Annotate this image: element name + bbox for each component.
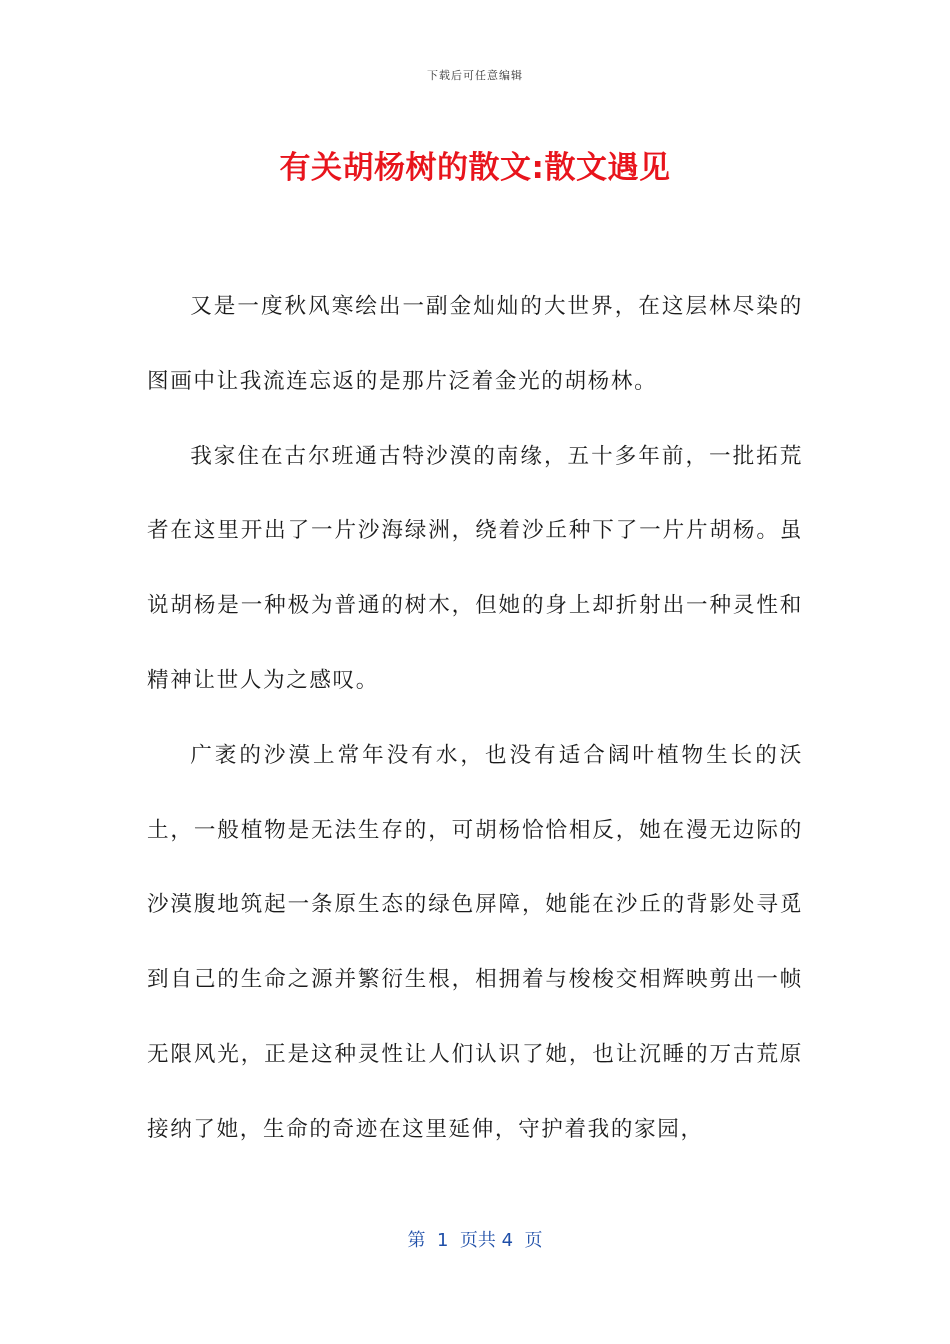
paragraph: 又是一度秋风寒绘出一副金灿灿的大世界，在这层林尽染的图画中让我流连忘返的是那片泛着金光的胡杨林。 (147, 294, 803, 394)
paragraph: 我家住在古尔班通古特沙漠的南缘，五十多年前，一批拓荒者在这里开出了一片沙海绿洲，绕着沙丘种下了一片片胡杨。虽说胡杨是一种极为普通的树木，但她的身上却折射出一种灵性和精神让世人为之感叹。 (147, 443, 803, 693)
header-note: 下载后可任意编辑 (427, 69, 523, 82)
paragraph: 广袤的沙漠上常年没有水，也没有适合阔叶植物生长的沃土，一般植物是无法生存的，可胡杨恰恰相反，她在漫无边际的沙漠腹地筑起一条原生态的绿色屏障，她能在沙丘的背影处寻觅到自己的生命之源并繁衍生根，相拥着与梭梭交相辉映剪出一帧无限风光，正是这种灵性让人们认识了她，也让沉睡的万古荒原接纳了她，生命的奇迹在这里延伸，守护着我的家园， (147, 742, 803, 1142)
page-number-footer: 第 1 页共 4 页 (407, 1230, 543, 1251)
document-title: 有关胡杨树的散文:散文遇见 (279, 150, 671, 186)
document-body (147, 270, 803, 1168)
